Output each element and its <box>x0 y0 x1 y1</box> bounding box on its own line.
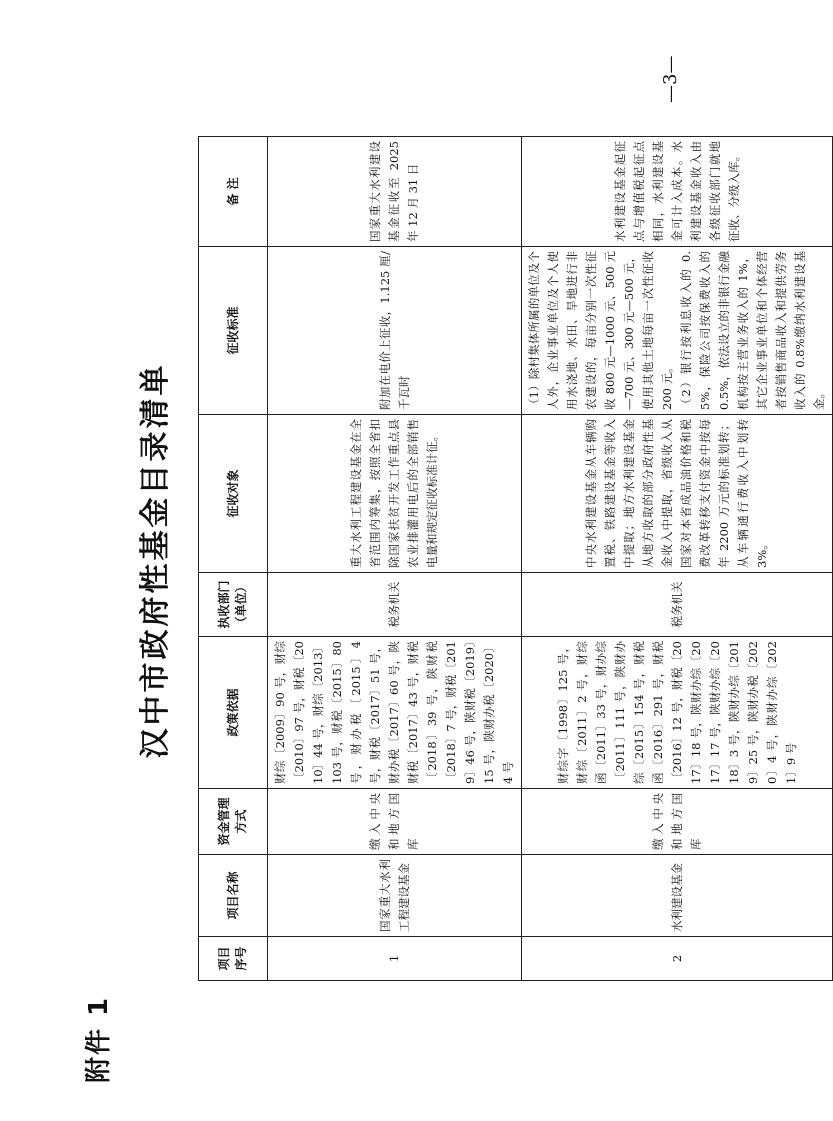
cell-no: 2 <box>522 937 833 981</box>
cell-name: 国家重大水利工程建设基金 <box>268 855 522 937</box>
cell-basis: 财综字〔1998〕125 号，财综〔2011〕2 号，财综函〔2011〕33 号，财办综〔2011〕111 号，陕财办综〔2015〕154 号，财税函〔2016〕291 号，财税〔2016〕12 号，财税〔2017〕18 号，陕财办综〔2017〕17 号，陕财办综〔2018〕3 号，陕财办综〔2019〕25 号，陕财办税〔2020〕4 号，陕财办综〔2021〕9 号 <box>522 637 833 789</box>
annex-label: 附件 1 <box>84 995 114 1083</box>
header-target: 征收对象 <box>199 415 268 573</box>
cell-note: 水利建设基金起征点与增值税起征点相同，水利建设基金可计入成本。水利建设基金收入由各级征收部门就地征收、分级入库。 <box>522 137 833 247</box>
header-dept: 执收部门 （单位） <box>199 573 268 637</box>
cell-target: 中央水利建设基金从车辆购置税、铁路建设基金等收入中提取；地方水利建设基金从地方收取的部分政府性基金收入中提取，省级收入从国家对本省成品油价格和税费改革转移支付资金中按每年 2200 万元的标准划转；从车辆通行费收入中划转 3%。 <box>522 415 833 573</box>
cell-target: 重大水利工程建设基金在全省范围内筹集，按照全省扣除国家扶贫开发工作重点县农业排灌用电后的全部销售电量和规定征收标准计征。 <box>268 415 522 573</box>
cell-no: 1 <box>268 937 522 981</box>
cell-note: 国家重大水利建设基金征收至 2025 年 12 月 31 日 <box>268 137 522 247</box>
cell-standard: （1）除村集体所属的单位及个人外，企业事业单位及个人使用水浇地、水田、旱地进行非农建设的，每亩分别一次性征收 800 元—1000 元、500 元—700 元、300 元—500 元，使用其他土地每亩一次性征收 200 元。 （2）银行按利息收入的 0.5%，保险公司按保费收入的 0.5%，依法设立的非银行金融机构按主营业务收入的 1%，其它企业事业单位和个体经营者按销售商品收入和提供劳务收入的 0.8%缴纳水利建设基金。 <box>522 247 833 415</box>
document-title: 汉中市政府性基金目录清单 <box>138 362 173 759</box>
header-mgmt: 资金管理 方式 <box>199 789 268 855</box>
header-standard: 征收标准 <box>199 247 268 415</box>
page-number: —3— <box>660 55 681 103</box>
header-no: 项目 序号 <box>199 937 268 981</box>
cell-basis: 财综〔2009〕90 号，财综〔2010〕97 号，财税〔2010〕44 号，财综〔2013〕103 号，财税〔2015〕80 号，财办税〔2015〕4 号，财税〔2017〕51 号，财办税〔2017〕60 号，陕财税〔2017〕43 号，财税〔2018〕39 号，陕财税〔2018〕7 号，财税〔2019〕46 号，陕财税〔2019〕15 号，陕财办税〔2020〕4 号 <box>268 637 522 789</box>
fund-catalog-table <box>198 136 833 981</box>
header-note: 备 注 <box>199 137 268 247</box>
cell-name: 水利建设基金 <box>522 855 833 937</box>
cell-mgmt: 缴入中央和地方国库 <box>522 789 833 855</box>
header-name: 项目名称 <box>199 855 268 937</box>
table-row <box>268 137 522 981</box>
header-basis: 政策依据 <box>199 637 268 789</box>
cell-dept: 税务机关 <box>268 573 522 637</box>
table-row <box>522 137 833 981</box>
cell-standard: 附加在电价上征收，1.125 厘/千瓦时 <box>268 247 522 415</box>
cell-mgmt: 缴入中央和地方国库 <box>268 789 522 855</box>
table-header-row <box>199 137 268 981</box>
cell-dept: 税务机关 <box>522 573 833 637</box>
